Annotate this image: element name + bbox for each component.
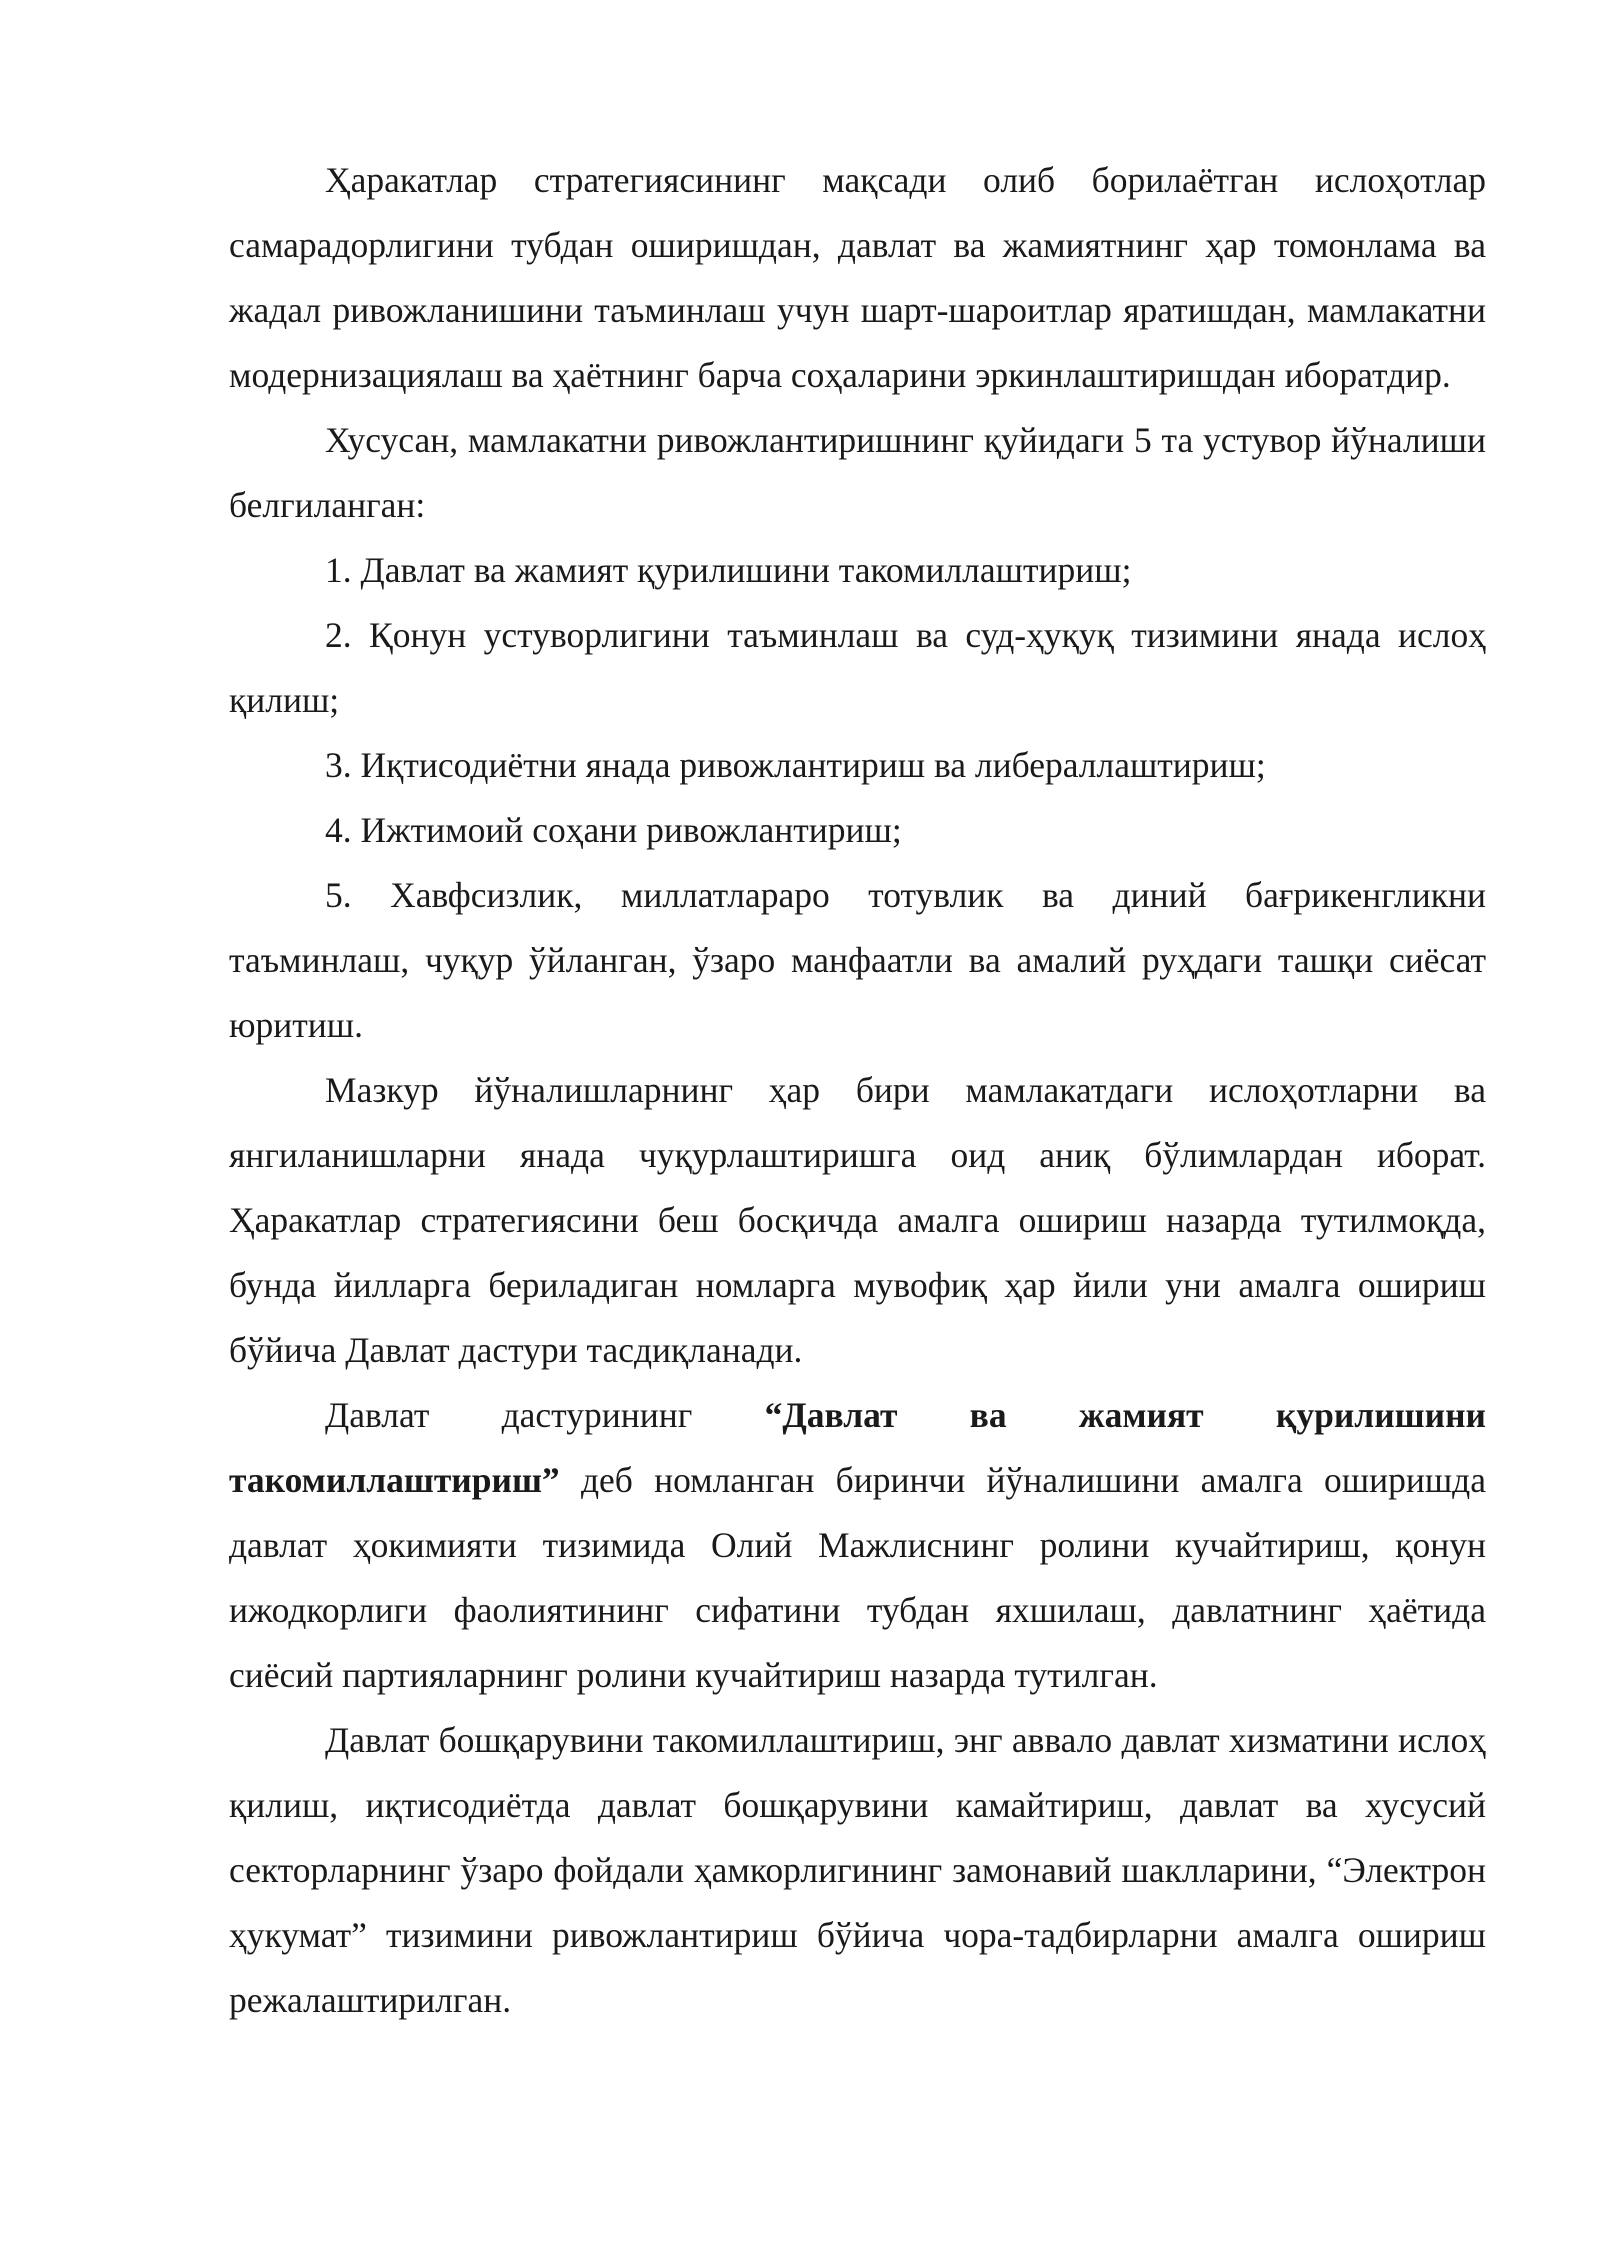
- paragraph-strategy-goal: Ҳаракатлар стратегиясининг мақсади олиб борилаётган ислоҳотлар самарадорлигини тубдан оширишдан, давлат ва жамиятнинг ҳар томонлама ва жадал ривожланишини таъминлаш учун шарт-шароитлар яратишдан, мамлакатни модернизациялаш ва ҳаётнинг барча соҳаларини эркинлаштиришдан иборатдир.: [229, 160, 1486, 395]
- document-page: [229, 148, 1486, 2033]
- paragraph-governance: Давлат бошқарувини такомиллаштириш, энг аввало давлат хизматини ислоҳ қилиш, иқтисодиётда давлат бошқарувини камайтириш, давлат ва хусусий секторларнинг ўзаро фойдали ҳамкорлигининг замонавий шаклларини, “Электрон ҳукумат” тизимини ривожлантириш бўйича чора-тадбирларни амалга ошириш режалаштирилган.: [229, 1720, 1486, 2020]
- list-item-priority-3: 3. Иқтисодиётни янада ривожлантириш ва либераллаштириш;: [325, 745, 1266, 785]
- list-item-priority-1: 1. Давлат ва жамият қурилишини такомиллаштириш;: [325, 550, 1132, 590]
- paragraph-first-direction-title: “Давлат ва жамият қурилишини такомиллаштириш”: [229, 1395, 1486, 1500]
- paragraph-priority-intro: Хусусан, мамлакатни ривожлантиришнинг қуйидаги 5 та устувор йўналиши белгиланган:: [229, 420, 1486, 525]
- paragraph-first-direction: [229, 1383, 1486, 1708]
- paragraph-first-direction-lead: Давлат дастурининг: [325, 1395, 765, 1435]
- paragraph-stages: Мазкур йўналишларнинг ҳар бири мамлакатдаги ислоҳотларни ва янгиланишларни янада чуқурлаштиришга оид аниқ бўлимлардан иборат. Ҳаракатлар стратегиясини беш босқичда амалга ошириш назарда тутилмоқда, бунда йилларга бериладиган номларга мувофиқ ҳар йили уни амалга ошириш бўйича Давлат дастури тасдиқланади.: [229, 1070, 1486, 1370]
- list-item-priority-4: 4. Ижтимоий соҳани ривожлантириш;: [325, 810, 902, 850]
- list-item-priority-2: 2. Қонун устуворлигини таъминлаш ва суд-ҳуқуқ тизимини янада ислоҳ қилиш;: [229, 615, 1486, 720]
- paragraph-first-direction-rest: деб номланган биринчи йўналишини амалга оширишда давлат ҳокимияти тизимида Олий Мажлиснинг ролини кучайтириш, қонун ижодкорлиги фаолиятининг сифатини тубдан яхшилаш, давлатнинг ҳаётида сиёсий партияларнинг ролини кучайтириш назарда тутилган.: [229, 1460, 1486, 1695]
- list-item-priority-5: 5. Хавфсизлик, миллатлараро тотувлик ва диний бағрикенгликни таъминлаш, чуқур ўйланган, ўзаро манфаатли ва амалий руҳдаги ташқи сиёсат юритиш.: [229, 875, 1486, 1045]
